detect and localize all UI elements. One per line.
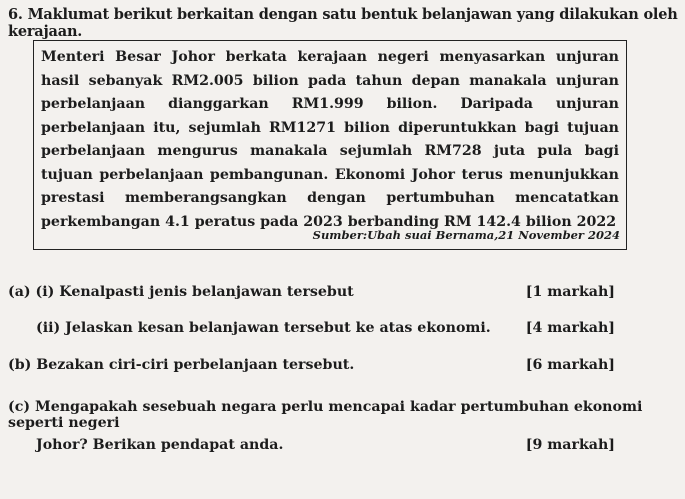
part-a-ii: (ii) Jelaskan kesan belanjawan tersebut ke atas ekonomi. [36, 320, 491, 336]
part-a-ii-marks: [4 markah] [525, 320, 615, 336]
passage-text: Menteri Besar Johor berkata kerajaan negeri menyasarkan unjuran hasil sebanyak RM2.005 bilion pada tahun depan manakala unjuran perbelanjaan dianggarkan RM1.999 bilion. Daripada unjuran perbelanjaan itu, sejumlah RM1271 bilion diperuntukkan bagi tujuan perbelanjaan mengurus manakala sejumlah RM728 juta pula bagi tujuan perbelanjaan pembangunan. Ekonomi Johor terus menunjukkan prestasi memberangsangkan dengan pertumbuhan mencatatkan perkembangan 4.1 peratus pada 2023 berbanding RM 142.4 bilion 2022 [41, 49, 619, 230]
source-citation: Sumber:Ubah suai Bernama,21 November 2024 [312, 228, 620, 242]
part-c-line2: Johor? Berikan pendapat anda. [36, 437, 284, 453]
part-a-i-marks: [1 markah] [525, 284, 615, 300]
part-c-line1: (c) Mengapakah sesebuah negara perlu mencapai kadar pertumbuhan ekonomi seperti negeri [8, 399, 643, 431]
part-c-marks: [9 markah] [525, 437, 615, 453]
part-b: (b) Bezakan ciri-ciri perbelanjaan tersebut. [8, 357, 355, 373]
passage-box [33, 40, 627, 250]
part-a-i: (a) (i) Kenalpasti jenis belanjawan tersebut [8, 284, 354, 300]
question-title: 6. Maklumat berikut berkaitan dengan satu bentuk belanjawan yang dilakukan oleh kerajaan. [8, 6, 678, 40]
part-b-marks: [6 markah] [525, 357, 615, 373]
